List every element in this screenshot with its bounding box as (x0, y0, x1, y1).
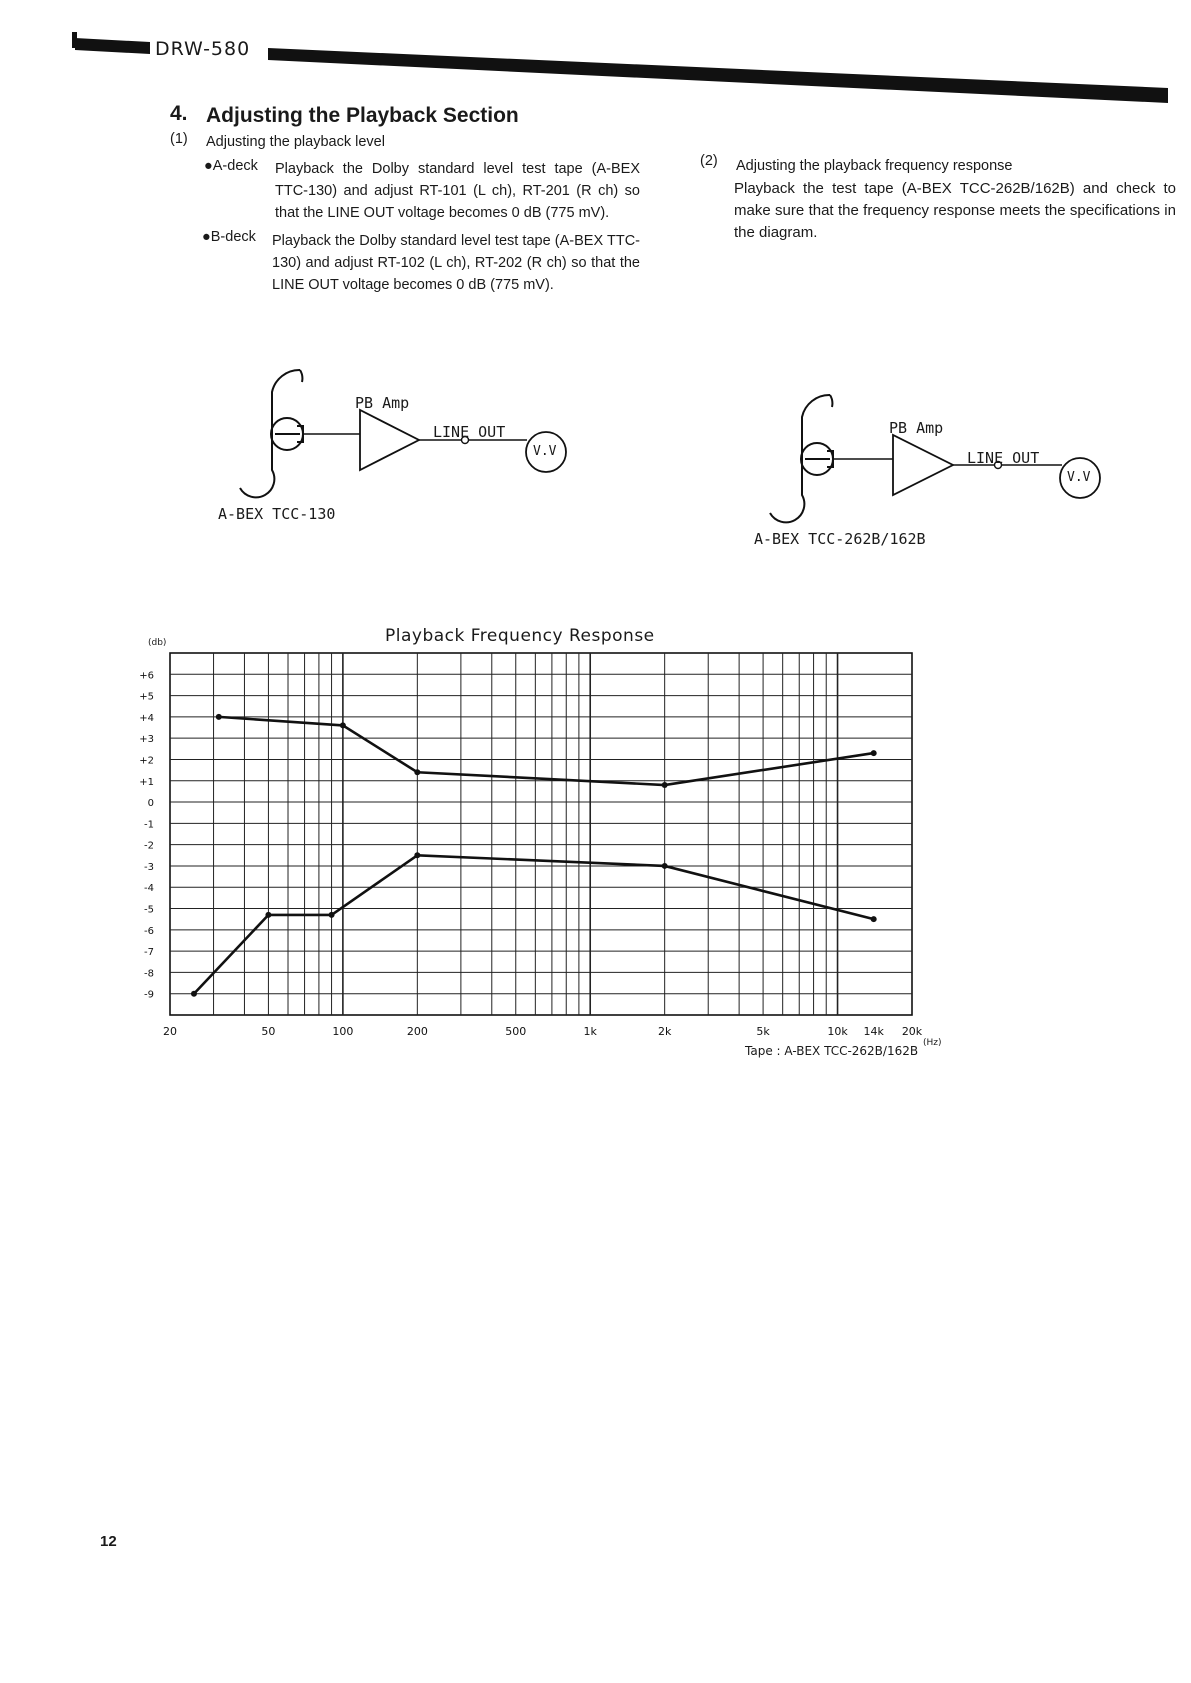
voltmeter-label-left: V.V (533, 444, 557, 459)
chart-frame (170, 653, 912, 1015)
x-tick-label: 2k (657, 1025, 672, 1038)
y-axis-unit: (db) (148, 638, 167, 648)
data-point (340, 722, 346, 728)
x-tick-label: 10k (827, 1025, 848, 1038)
section-title: Adjusting the Playback Section (206, 104, 519, 127)
x-tick-label: 100 (332, 1025, 354, 1038)
voltmeter-label-right: V.V (1067, 470, 1091, 485)
step1-title: Adjusting the playback level (206, 134, 385, 150)
step2-title: Adjusting the playback frequency response (736, 158, 1013, 174)
y-tick-label: -9 (144, 989, 154, 1001)
y-tick-label: +5 (139, 691, 154, 703)
y-tick-label: -1 (144, 819, 154, 831)
tape-label-left: A-BEX TCC-130 (218, 505, 336, 523)
x-tick-label: 1k (583, 1025, 597, 1038)
x-axis-unit: (Hz) (923, 1038, 942, 1048)
y-tick-label: -8 (144, 968, 154, 980)
pb-amp-label-left: PB Amp (355, 394, 410, 412)
y-tick-label: -5 (144, 904, 154, 916)
x-tick-label: 500 (505, 1025, 527, 1038)
y-tick-label: +4 (139, 712, 154, 724)
line-out-label-right: LINE OUT (967, 449, 1040, 467)
step2-number: (2) (700, 153, 718, 169)
y-tick-label: -4 (144, 883, 154, 895)
page-number: 12 (100, 1533, 117, 1550)
section-number: 4. (170, 102, 188, 125)
step2-text: Playback the test tape (A-BEX TCC-262B/162B) and check to make sure that the frequency response meets the specifications in the diagram. (734, 180, 1176, 241)
x-tick-label: 200 (406, 1025, 428, 1038)
b-deck-label: ●B-deck (202, 229, 256, 245)
y-tick-label: +3 (139, 734, 154, 746)
y-tick-label: -3 (144, 861, 154, 873)
b-deck-text: Playback the Dolby standard level test tape (A-BEX TTC-130) and adjust RT-102 (L ch), RT-202 (R ch) so that the LINE OUT voltage becomes 0 dB (775 mV). (272, 233, 640, 293)
model-name: DRW-580 (155, 38, 251, 60)
data-point (662, 863, 668, 869)
chart-caption: Tape : A-BEX TCC-262B/162B (745, 1044, 919, 1058)
y-tick-label: -2 (144, 840, 154, 852)
y-tick-label: +6 (139, 670, 154, 682)
a-deck-text: Playback the Dolby standard level test tape (A-BEX TTC-130) and adjust RT-101 (L ch), RT-201 (R ch) so that the LINE OUT voltage becomes 0 dB (775 mV). (275, 161, 640, 221)
y-tick-label: -6 (144, 925, 154, 937)
data-point (216, 714, 222, 720)
x-tick-label: 5k (756, 1025, 770, 1038)
x-tick-label: 20 (163, 1025, 177, 1038)
tape-label-right: A-BEX TCC-262B/162B (754, 530, 926, 548)
step1-number: (1) (170, 131, 188, 147)
chart-title: Playback Frequency Response (385, 626, 655, 646)
x-tick-label: 50 (261, 1025, 276, 1038)
x-tick-label: 20k (901, 1025, 923, 1038)
y-tick-label: +2 (139, 755, 154, 767)
x-tick-label: 14k (863, 1025, 884, 1038)
data-point (871, 750, 877, 756)
pb-amp-label-right: PB Amp (889, 419, 944, 437)
data-point (414, 852, 420, 858)
response-limit-line (219, 717, 874, 785)
y-tick-label: 0 (147, 798, 154, 810)
response-limit-line (194, 855, 874, 993)
data-point (329, 912, 335, 918)
a-deck-label: ●A-deck (204, 158, 258, 174)
data-point (871, 916, 877, 922)
y-tick-label: -7 (144, 947, 154, 959)
line-out-label-left: LINE OUT (433, 423, 506, 441)
data-point (191, 991, 197, 997)
y-tick-label: +1 (139, 776, 154, 788)
data-point (662, 782, 668, 788)
data-point (414, 769, 420, 775)
data-point (265, 912, 271, 918)
